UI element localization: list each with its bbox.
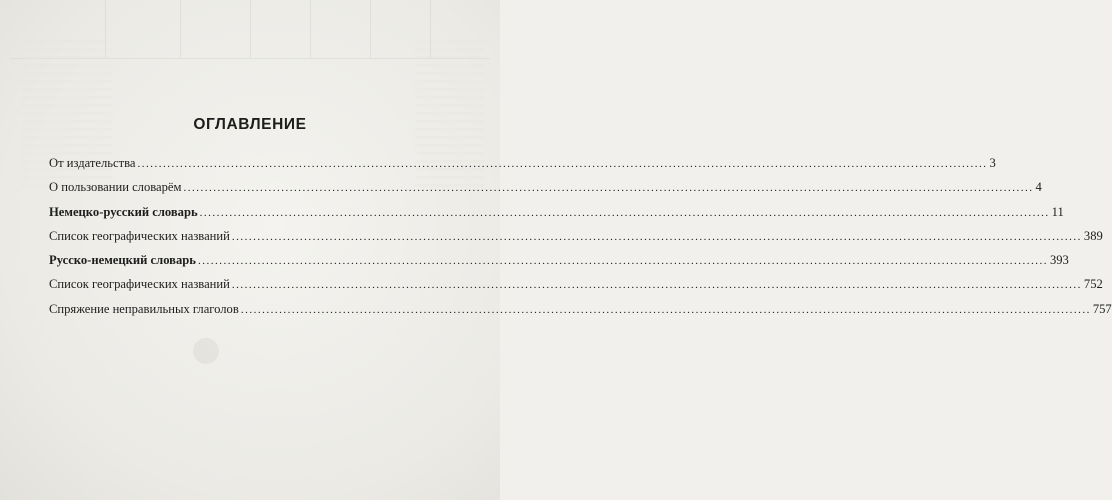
toc-leader-dots: ........................................................................................................................................................................................................ — [240, 303, 1091, 316]
toc-entry[interactable] — [49, 180, 1042, 204]
toc-entry-page: 757 — [1092, 301, 1112, 316]
show-through-emblem — [193, 338, 219, 364]
toc-entry-page: 393 — [1049, 253, 1069, 268]
toc-entry-label: Русско-немецкий словарь — [49, 253, 196, 268]
toc-entry[interactable] — [49, 253, 1069, 277]
table-of-contents — [49, 156, 1112, 326]
toc-entry-page: 3 — [989, 156, 996, 170]
toc-leader-dots: ........................................................................................................................................................................................................ — [231, 230, 1082, 243]
toc-entry-page: 389 — [1083, 228, 1103, 243]
toc-entry-label: Немецко-русский словарь — [49, 204, 198, 219]
toc-leader-dots: ........................................................................................................................................................................................................ — [183, 182, 1034, 195]
toc-entry-label: Список географических названий — [49, 277, 230, 292]
toc-entry[interactable] — [49, 277, 1103, 301]
toc-entry-label: О пользовании словарём — [49, 180, 182, 195]
toc-entry[interactable] — [49, 156, 996, 180]
toc-entry-label: Спряжение неправильных глаголов — [49, 301, 239, 316]
toc-leader-dots: ........................................................................................................................................................................................................ — [231, 279, 1082, 292]
toc-leader-dots: ........................................................................................................................................................................................................ — [137, 158, 988, 170]
toc-entry-label: От издательства — [49, 156, 136, 170]
toc-entry[interactable] — [49, 228, 1103, 253]
toc-leader-dots: ........................................................................................................................................................................................................ — [197, 255, 1048, 268]
toc-entry-label: Список географических названий — [49, 228, 230, 243]
toc-entry-page: 4 — [1035, 180, 1042, 195]
toc-entry[interactable] — [49, 204, 1064, 229]
toc-entry-page: 752 — [1083, 277, 1103, 292]
toc-entry[interactable] — [49, 301, 1112, 326]
toc-leader-dots: ........................................................................................................................................................................................................ — [199, 206, 1050, 219]
toc-entry-page: 11 — [1051, 204, 1064, 219]
page-title: ОГЛАВЛЕНИЕ — [193, 116, 307, 133]
